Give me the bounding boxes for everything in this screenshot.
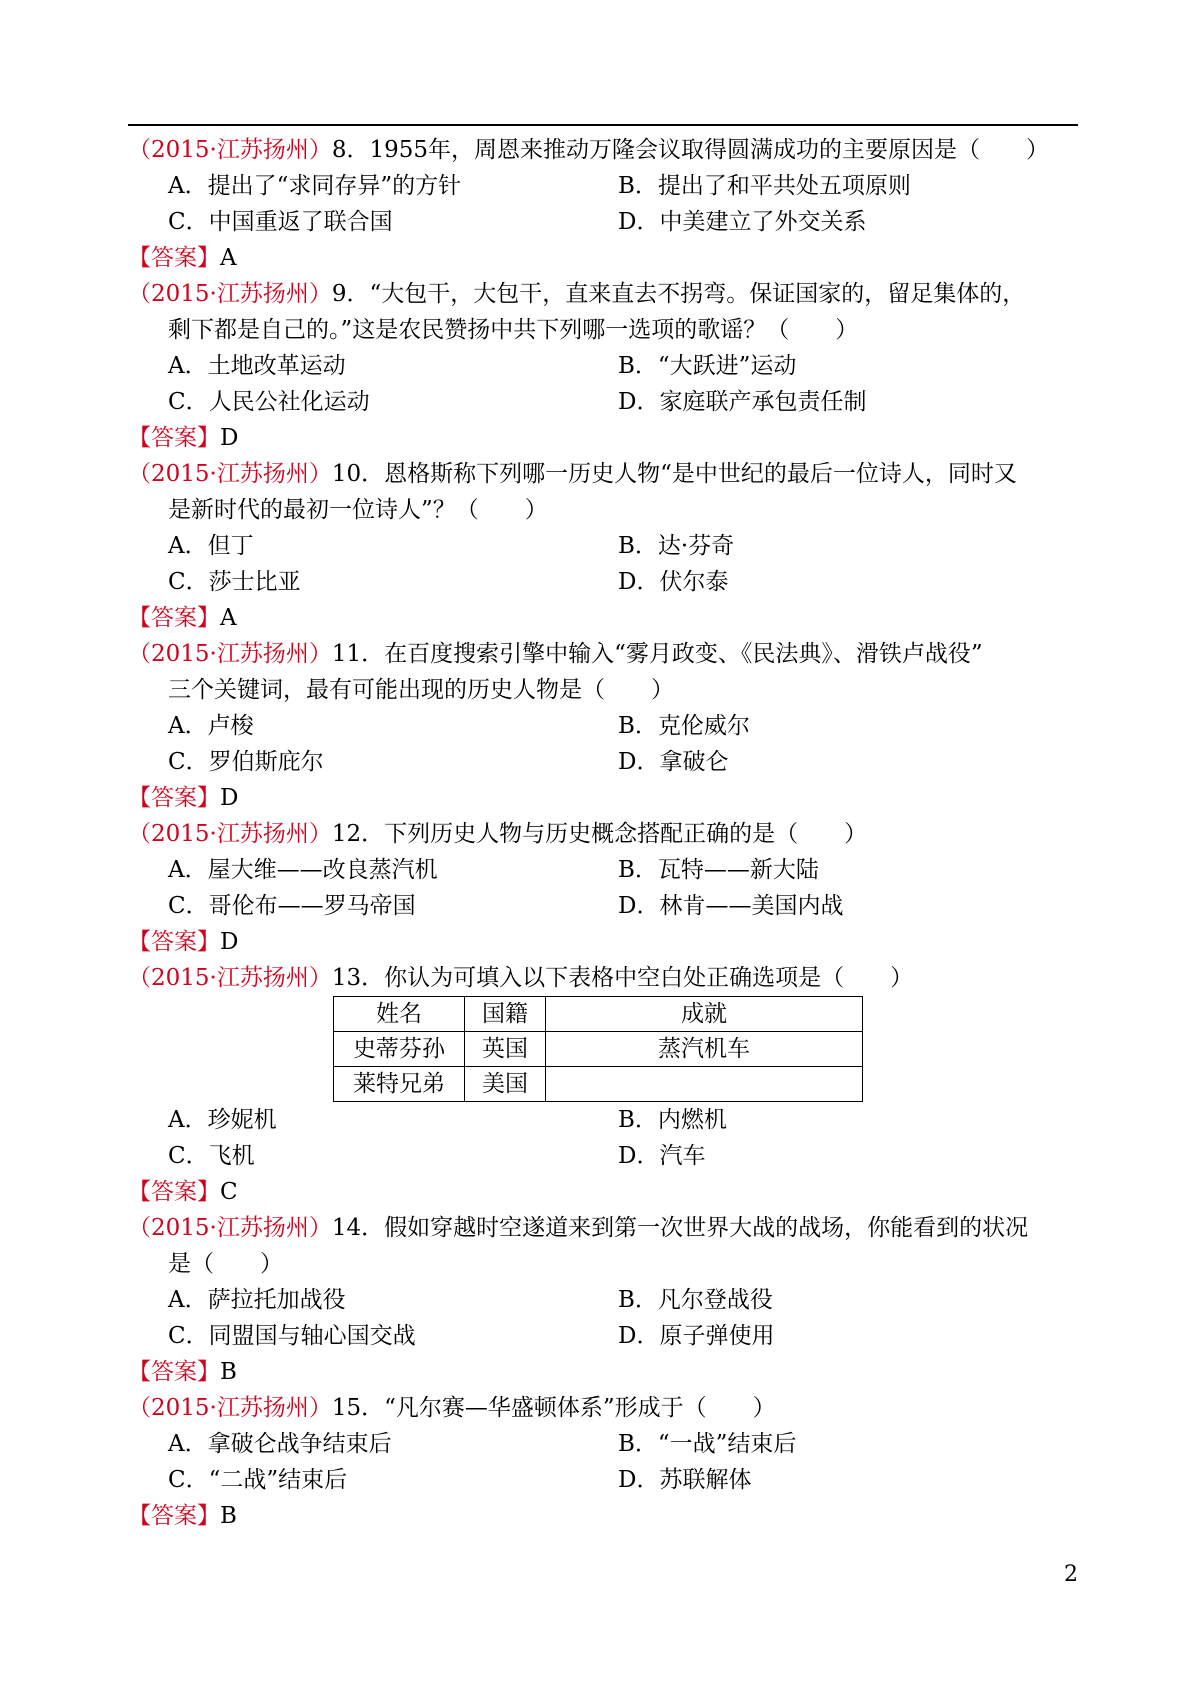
answer-value: B bbox=[220, 1503, 237, 1529]
option-row bbox=[168, 852, 1088, 888]
options bbox=[168, 168, 1088, 240]
question-stem bbox=[128, 276, 1088, 312]
options bbox=[168, 1282, 1088, 1354]
question-stem bbox=[128, 1390, 1088, 1426]
question-source: （2015·江苏扬州） bbox=[128, 1395, 332, 1421]
question-block bbox=[128, 1390, 1088, 1534]
answer-line bbox=[128, 1174, 1088, 1210]
question-block bbox=[128, 456, 1088, 636]
answer-label: 【答案】 bbox=[128, 785, 220, 811]
question-source: （2015·江苏扬州） bbox=[128, 137, 332, 163]
answer-label: 【答案】 bbox=[128, 245, 220, 271]
question-text: 剩下都是自己的。”这是农民赞扬中共下列哪一选项的歌谣？（ ） bbox=[168, 317, 859, 343]
answer-value: A bbox=[220, 605, 237, 631]
question-block bbox=[128, 132, 1088, 276]
question-text: 15．“凡尔赛—华盛顿体系”形成于（ ） bbox=[331, 1395, 776, 1421]
option-row bbox=[168, 564, 1088, 600]
answer-line bbox=[128, 1498, 1088, 1534]
question-stem-continued bbox=[168, 312, 1088, 348]
answer-line bbox=[128, 420, 1088, 456]
question-text: 12．下列历史人物与历史概念搭配正确的是（ ） bbox=[331, 821, 868, 847]
question-list bbox=[128, 132, 1088, 1534]
option: C．中国重返了联合国 bbox=[168, 209, 393, 235]
option-row bbox=[168, 1426, 1088, 1462]
option: C．莎士比亚 bbox=[168, 569, 301, 595]
table-row bbox=[334, 1067, 863, 1102]
question-stem bbox=[128, 960, 1088, 996]
answer-line bbox=[128, 780, 1088, 816]
options bbox=[168, 1102, 1088, 1174]
option: D．拿破仑 bbox=[618, 749, 729, 775]
option-row bbox=[168, 744, 1088, 780]
option: B．凡尔登战役 bbox=[618, 1287, 773, 1313]
question-text: 10．恩格斯称下列哪一历史人物“是中世纪的最后一位诗人，同时又 bbox=[331, 461, 1017, 487]
options bbox=[168, 852, 1088, 924]
option-row bbox=[168, 204, 1088, 240]
option: D．家庭联产承包责任制 bbox=[618, 389, 867, 415]
question-block bbox=[128, 1210, 1088, 1390]
option-row bbox=[168, 888, 1088, 924]
answer-value: A bbox=[220, 245, 237, 271]
option-row bbox=[168, 708, 1088, 744]
question-text: 三个关键词，最有可能出现的历史人物是（ ） bbox=[168, 677, 674, 703]
options bbox=[168, 528, 1088, 600]
option-row bbox=[168, 384, 1088, 420]
question-stem bbox=[128, 816, 1088, 852]
question-source: （2015·江苏扬州） bbox=[128, 1215, 332, 1241]
question-source: （2015·江苏扬州） bbox=[128, 461, 332, 487]
option: C．人民公社化运动 bbox=[168, 389, 370, 415]
option-row bbox=[168, 528, 1088, 564]
answer-value: D bbox=[220, 929, 239, 955]
inventor-table bbox=[333, 996, 863, 1102]
option: C．同盟国与轴心国交战 bbox=[168, 1323, 416, 1349]
options bbox=[168, 708, 1088, 780]
option: A．土地改革运动 bbox=[168, 353, 346, 379]
question-text: 11．在百度搜索引擎中输入“雾月政变、《民法典》、滑铁卢战役” bbox=[331, 641, 983, 667]
table-cell: 蒸汽机车 bbox=[546, 1032, 863, 1067]
table-cell: 姓名 bbox=[334, 997, 465, 1032]
option: A．提出了“求同存异”的方针 bbox=[168, 173, 462, 199]
option: A．屋大维——改良蒸汽机 bbox=[168, 857, 438, 883]
table-cell: 莱特兄弟 bbox=[334, 1067, 465, 1102]
option: D．林肯——美国内战 bbox=[618, 893, 844, 919]
option: B．克伦威尔 bbox=[618, 713, 750, 739]
option: D．原子弹使用 bbox=[618, 1323, 775, 1349]
option: D．伏尔泰 bbox=[618, 569, 729, 595]
option: C．罗伯斯庇尔 bbox=[168, 749, 324, 775]
option-row bbox=[168, 348, 1088, 384]
option: A．卢梭 bbox=[168, 713, 254, 739]
answer-value: C bbox=[220, 1179, 238, 1205]
option: C．哥伦布——罗马帝国 bbox=[168, 893, 416, 919]
options bbox=[168, 348, 1088, 420]
question-block bbox=[128, 276, 1088, 456]
question-source: （2015·江苏扬州） bbox=[128, 965, 332, 991]
option: B．“大跃进”运动 bbox=[618, 353, 797, 379]
question-source: （2015·江苏扬州） bbox=[128, 821, 332, 847]
table-cell: 成就 bbox=[546, 997, 863, 1032]
option: A．但丁 bbox=[168, 533, 254, 559]
option-row bbox=[168, 1282, 1088, 1318]
question-stem bbox=[128, 636, 1088, 672]
option-row bbox=[168, 1462, 1088, 1498]
table-row bbox=[334, 997, 863, 1032]
option: C．飞机 bbox=[168, 1143, 255, 1169]
question-stem-continued bbox=[168, 1246, 1088, 1282]
question-stem bbox=[128, 132, 1088, 168]
option-row bbox=[168, 1318, 1088, 1354]
option: D．中美建立了外交关系 bbox=[618, 209, 867, 235]
option-row bbox=[168, 1138, 1088, 1174]
question-stem-continued bbox=[168, 492, 1088, 528]
option: B．提出了和平共处五项原则 bbox=[618, 173, 911, 199]
question-source: （2015·江苏扬州） bbox=[128, 641, 332, 667]
question-text: 14．假如穿越时空遂道来到第一次世界大战的战场，你能看到的状况 bbox=[331, 1215, 1029, 1241]
option: B．内燃机 bbox=[618, 1107, 727, 1133]
answer-line bbox=[128, 240, 1088, 276]
answer-line bbox=[128, 600, 1088, 636]
answer-line bbox=[128, 1354, 1088, 1390]
table-cell: 史蒂芬孙 bbox=[334, 1032, 465, 1067]
table-cell: 国籍 bbox=[465, 997, 546, 1032]
answer-label: 【答案】 bbox=[128, 1503, 220, 1529]
question-text: 13．你认为可填入以下表格中空白处正确选项是（ ） bbox=[331, 965, 914, 991]
page-number: 2 bbox=[1064, 1562, 1078, 1587]
option: B．“一战”结束后 bbox=[618, 1431, 797, 1457]
header-rule bbox=[128, 124, 1078, 126]
question-block bbox=[128, 636, 1088, 816]
table-cell: 英国 bbox=[465, 1032, 546, 1067]
answer-value: B bbox=[220, 1359, 237, 1385]
option: B．达·芬奇 bbox=[618, 533, 735, 559]
option: A．拿破仑战争结束后 bbox=[168, 1431, 392, 1457]
option: D．汽车 bbox=[618, 1143, 706, 1169]
option-row bbox=[168, 1102, 1088, 1138]
question-stem bbox=[128, 1210, 1088, 1246]
answer-line bbox=[128, 924, 1088, 960]
answer-label: 【答案】 bbox=[128, 1359, 220, 1385]
answer-value: D bbox=[220, 425, 239, 451]
table-cell bbox=[546, 1067, 863, 1102]
answer-value: D bbox=[220, 785, 239, 811]
question-stem bbox=[128, 456, 1088, 492]
question-text: 是新时代的最初一位诗人”？（ ） bbox=[168, 497, 548, 523]
question-text: 是（ ） bbox=[168, 1251, 283, 1277]
question-block bbox=[128, 816, 1088, 960]
option-row bbox=[168, 168, 1088, 204]
answer-label: 【答案】 bbox=[128, 1179, 220, 1205]
option: D．苏联解体 bbox=[618, 1467, 752, 1493]
answer-label: 【答案】 bbox=[128, 929, 220, 955]
question-text: 8．1955年，周恩来推动万隆会议取得圆满成功的主要原因是（ ） bbox=[331, 137, 1050, 163]
question-stem-continued bbox=[168, 672, 1088, 708]
options bbox=[168, 1426, 1088, 1498]
question-text: 9．“大包干，大包干，直来直去不拐弯。保证国家的，留足集体的， bbox=[331, 281, 1026, 307]
question-source: （2015·江苏扬州） bbox=[128, 281, 332, 307]
option: B．瓦特——新大陆 bbox=[618, 857, 819, 883]
answer-label: 【答案】 bbox=[128, 605, 220, 631]
option: C．“二战”结束后 bbox=[168, 1467, 348, 1493]
answer-label: 【答案】 bbox=[128, 425, 220, 451]
option: A．萨拉托加战役 bbox=[168, 1287, 346, 1313]
question-block bbox=[128, 960, 1088, 1210]
table-cell: 美国 bbox=[465, 1067, 546, 1102]
option: A．珍妮机 bbox=[168, 1107, 277, 1133]
table-row bbox=[334, 1032, 863, 1067]
